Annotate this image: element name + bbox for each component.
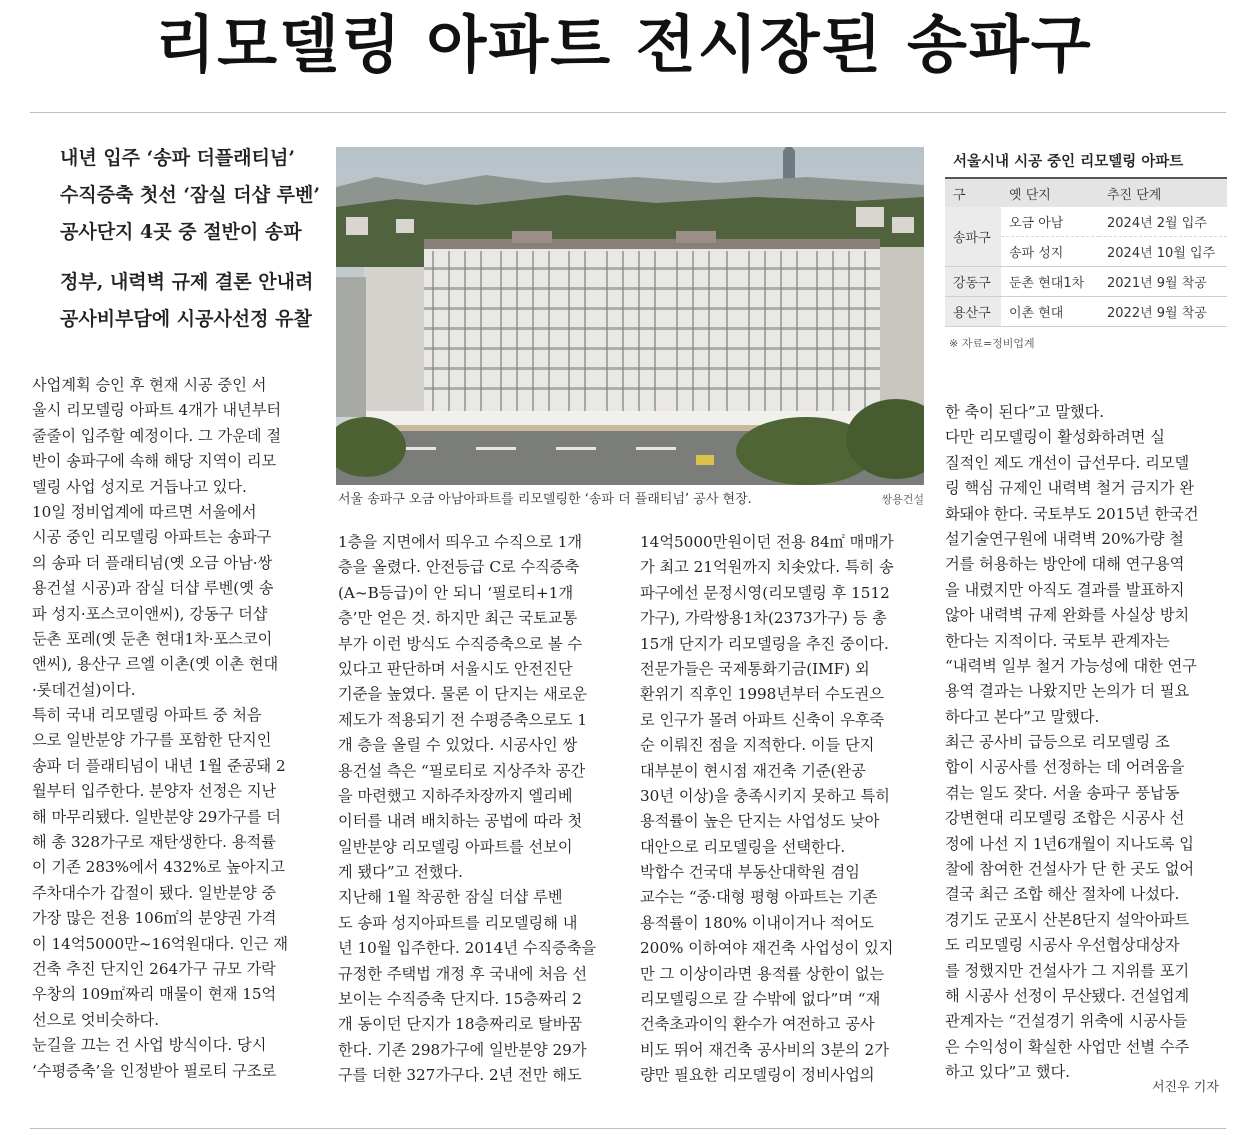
article-line: 링 핵심 규제인 내력벽 철거 금지가 완: [945, 479, 1195, 498]
article-line: 비도 뛰어 재건축 공사비의 3분의 2가: [640, 1040, 889, 1059]
article-line: 30년 이상)을 충족시키지 못하고 특히: [640, 786, 890, 805]
article-line: 게 됐다”고 전했다.: [338, 863, 463, 882]
article-line: 보이는 수직증축 단지다. 15층짜리 2: [338, 990, 582, 1009]
article-line: (A~B등급)이 안 되니 ‘필로티+1개: [338, 583, 574, 602]
photo-credit: 쌍용건설: [881, 493, 924, 506]
article-line: 이터를 내려 배치하는 공법에 따라 첫: [338, 812, 583, 831]
article-line: 개 동이던 단지가 18층짜리로 탈바꿈: [338, 1015, 583, 1034]
table-cell-stage: 2021년 9월 착공: [1099, 267, 1227, 297]
article-line: 14억5000만원이던 전용 84㎡ 매매가: [640, 533, 894, 551]
article-line: 용역 결과는 나왔지만 논의가 더 필요: [945, 682, 1190, 701]
article-line: 도 리모델링 시공사 우선협상대상자: [945, 936, 1180, 955]
article-line: 으로 일반분양 가구를 포함한 단지인: [32, 731, 272, 750]
article-line: 정에 나선 지 1년6개월이 지나도록 입: [945, 834, 1194, 853]
article-line: 순 이뤄진 점을 지적한다. 이들 단지: [640, 736, 875, 755]
article-line: 줄줄이 입주할 예정이다. 그 가운데 절: [32, 426, 282, 445]
table-cell-stage: 2022년 9월 착공: [1099, 297, 1227, 327]
article-line: 합이 시공사를 선정하는 데 어려움을: [945, 758, 1185, 777]
article-line: 구를 더한 327가구다. 2년 전만 해도: [338, 1066, 582, 1085]
article-line: 년 10월 입주한다. 2014년 수직증축을: [338, 939, 597, 958]
article-line: 않아 내력벽 규제 완화를 사실상 방치: [945, 606, 1190, 625]
photo-caption: [338, 490, 924, 510]
subheadlines: [60, 140, 325, 338]
article-line: 화돼야 한다. 국토부도 2015년 한국건: [945, 504, 1199, 523]
article-line: 한다. 기존 298가구에 일반분양 29가: [338, 1040, 587, 1059]
article-line: 용건설 측은 “필로티로 지상주차 공간: [338, 761, 586, 780]
article-line: 송파 더 플래티넘이 내년 1월 준공돼 2: [32, 756, 286, 775]
article-line: 대안으로 리모델링을 선택한다.: [640, 837, 846, 856]
article-line: 하다고 본다”고 말했다.: [945, 707, 1100, 726]
article-line: 월부터 입주한다. 분양자 선정은 지난: [32, 782, 277, 801]
article-line: 질적인 제도 개선이 급선무다. 리모델: [945, 453, 1190, 472]
subhead-line: 수직증축 첫선 ‘잠실 더샵 루벤’: [60, 184, 320, 206]
article-line: 찰에 참여한 건설사가 단 한 곳도 없어: [945, 860, 1195, 879]
table-cell-region: 강동구: [945, 267, 1001, 297]
article-line: 일반분양 리모델링 아파트를 선보이: [338, 837, 573, 856]
article-line: 특히 국내 리모델링 아파트 중 처음: [32, 706, 262, 725]
table-cell-complex: 송파 성지: [1001, 237, 1099, 267]
article-line: 앤씨), 용산구 르엘 이촌(옛 이촌 현대: [32, 655, 279, 674]
article-line: 제도가 적용되기 전 수평증축으로도 1: [338, 710, 588, 729]
article-line: 층을 올렸다. 안전등급 C로 수직증축: [338, 558, 580, 577]
article-line: 1층을 지면에서 띄우고 수직으로 1개: [338, 533, 583, 551]
article-column-1: [32, 373, 317, 1084]
article-line: ‘수평증축’을 인정받아 필로티 구조로: [32, 1061, 277, 1080]
table-header-cell: 옛 단지: [1001, 178, 1099, 207]
article-line: 울시 리모델링 아파트 4개가 내년부터: [32, 401, 282, 420]
info-box: [945, 147, 1227, 351]
article-line: 거를 허용하는 방안에 대해 연구용역: [945, 555, 1185, 574]
table-header-row: [945, 178, 1227, 207]
article-line: 10일 정비업계에 따르면 서울에서: [32, 502, 257, 521]
table-cell-complex: 오금 아남: [1001, 207, 1099, 237]
article-line: 량만 필요한 리모델링이 정비사업의: [640, 1066, 875, 1085]
article-column-3: [640, 530, 925, 1089]
article-line: 리모델링으로 갈 수밖에 없다”며 “재: [640, 990, 881, 1009]
article-line: 파 성지·포스코이앤씨), 강동구 더샵: [32, 604, 268, 623]
article-line: 하고 있다”고 했다.: [945, 1063, 1070, 1082]
article-line: 설기술연구원에 내력벽 20%가량 철: [945, 529, 1184, 548]
article-line: 환위기 직후인 1998년부터 수도권으: [640, 685, 884, 704]
article-line: 시공 중인 리모델링 아파트는 송파구: [32, 528, 272, 547]
table-header-cell: 추진 단계: [1099, 178, 1227, 207]
headline: 리모델링 아파트 전시장된 송파구: [155, 8, 1093, 81]
table-row: [945, 207, 1227, 237]
construction-site-photo: [336, 147, 924, 485]
article-line: 겪는 일도 잦다. 서울 송파구 풍납동: [945, 783, 1180, 802]
subhead-group-1: [60, 140, 325, 251]
article-line: 건축초과이익 환수가 여전하고 공사: [640, 1015, 875, 1034]
table-row: [945, 297, 1227, 327]
byline: 서진우 기자: [1152, 1080, 1219, 1095]
article-line: 용적률이 180% 이내이거나 적어도: [640, 913, 874, 932]
info-box-title: 서울시내 시공 중인 리모델링 아파트: [953, 154, 1184, 170]
bottom-divider: [30, 1128, 1226, 1129]
top-divider: [30, 112, 1226, 113]
article-line: 반이 송파구에 속해 해당 지역이 리모: [32, 452, 277, 471]
apartment-photo-illustration: [336, 147, 924, 485]
article-line: 있다고 판단하며 서울시도 안전진단: [338, 659, 573, 678]
article-line: 규정한 주택법 개정 후 국내에 처음 선: [338, 964, 588, 983]
table-cell-stage: 2024년 2월 입주: [1099, 207, 1227, 237]
table-header-cell: 구: [945, 178, 1001, 207]
subhead-line: 내년 입주 ‘송파 더플래티넘’: [60, 147, 295, 169]
article-line: 전문가들은 국제통화기금(IMF) 외: [640, 659, 870, 678]
article-column-4: [945, 400, 1230, 1086]
article-line: 해 총 328가구로 재탄생한다. 용적률: [32, 833, 276, 852]
article-line: 기준을 높였다. 물론 이 단지는 새로운: [338, 685, 588, 704]
article-line: 15개 단지가 리모델링을 추진 중이다.: [640, 634, 889, 653]
article-line: 경기도 군포시 산본8단지 설악아파트: [945, 910, 1190, 929]
article-line: 을 마련했고 지하주차장까지 엘리베: [338, 786, 573, 805]
article-line: 사업계획 승인 후 현재 시공 중인 서: [32, 376, 267, 394]
article-line: 한다는 지적이다. 국토부 관계자는: [945, 631, 1170, 650]
article-line: 도 송파 성지아파트를 리모델링해 내: [338, 913, 578, 932]
article-line: 우창의 109㎡짜리 매물이 현재 15억: [32, 985, 277, 1004]
subhead-group-2: [60, 264, 325, 338]
article-line: 층’만 얻은 것. 하지만 최근 국토교통: [338, 609, 578, 628]
table-row: [945, 267, 1227, 297]
article-line: 둔촌 포레(옛 둔촌 현대1차·포스코이: [32, 629, 273, 648]
article-line: 만 그 이상이라면 용적률 상한이 없는: [640, 964, 885, 983]
article-line: 눈길을 끄는 건 사업 방식이다. 당시: [32, 1036, 267, 1055]
article-line: 관계자는 “건설경기 위축에 시공사들: [945, 1012, 1188, 1031]
article-column-2: [338, 530, 623, 1089]
remodeling-table: [945, 177, 1227, 327]
article-line: 이 기존 283%에서 432%로 높아지고: [32, 858, 285, 877]
article-line: 의 송파 더 플래티넘(옛 오금 아남·쌍: [32, 553, 273, 572]
article-line: 용적률이 높은 단지는 사업성도 낮아: [640, 812, 880, 831]
article-line: 로 인구가 몰려 아파트 신축이 우후죽: [640, 710, 885, 729]
table-cell-region: 용산구: [945, 297, 1001, 327]
article-line: 를 정했지만 건설사가 그 지위를 포기: [945, 961, 1190, 980]
article-line: 주차대수가 갑절이 됐다. 일반분양 중: [32, 883, 277, 902]
table-cell-complex: 둔촌 현대1차: [1001, 267, 1099, 297]
article-line: 파구에선 문정시영(리모델링 후 1512: [640, 583, 890, 602]
table-cell-complex: 이촌 현대: [1001, 297, 1099, 327]
article-line: 다만 리모델링이 활성화하려면 실: [945, 428, 1165, 447]
article-line: “내력벽 일부 철거 가능성에 대한 연구: [945, 656, 1197, 675]
article-line: 이 14억5000만~16억원대다. 인근 재: [32, 934, 289, 953]
table-cell-region: 송파구: [945, 207, 1001, 267]
info-box-source: ※ 자료=정비업계: [949, 337, 1035, 350]
article-line: 해 시공사 선정이 무산됐다. 건설업계: [945, 986, 1190, 1005]
article-line: 개 층을 올릴 수 있었다. 시공사인 쌍: [338, 736, 578, 755]
article-line: ·롯데건설)이다.: [32, 680, 136, 699]
article-line: 가장 많은 전용 106㎡의 분양권 가격: [32, 909, 277, 928]
article-line: 한 축이 된다”고 말했다.: [945, 403, 1105, 421]
article-line: 건축 추진 단지인 264가구 규모 가락: [32, 959, 276, 978]
article-line: 강변현대 리모델링 조합은 시공사 선: [945, 809, 1185, 828]
article-line: 용건설 시공)과 잠실 더샵 루벤(옛 송: [32, 579, 274, 598]
article-line: 대부분이 현시점 재건축 기준(완공: [640, 761, 866, 780]
article-line: 최근 공사비 급등으로 리모델링 조: [945, 733, 1170, 752]
article-line: 부가 이런 방식도 수직증축으로 볼 수: [338, 634, 583, 653]
table-cell-stage: 2024년 10월 입주: [1099, 237, 1227, 267]
photo-caption-text: 서울 송파구 오금 아남아파트를 리모델링한 ‘송파 더 플래티넘’ 공사 현장.: [338, 492, 752, 507]
article-line: 델링 사업 성지로 거듭나고 있다.: [32, 477, 247, 496]
article-line: 선으로 엇비슷하다.: [32, 1010, 160, 1029]
article-line: 교수는 “중·대형 평형 아파트는 기존: [640, 888, 878, 907]
article-line: 지난해 1월 착공한 잠실 더샵 루벤: [338, 888, 563, 907]
article-line: 가 최고 21억원까지 치솟았다. 특히 송: [640, 558, 894, 577]
article-line: 박합수 건국대 부동산대학원 겸임: [640, 863, 860, 882]
subhead-line: 공사비부담에 시공사선정 유찰: [60, 308, 312, 330]
article-line: 200% 이하여야 재건축 사업성이 있지: [640, 939, 894, 958]
subhead-line: 공사단지 4곳 중 절반이 송파: [60, 221, 302, 243]
article-line: 을 내렸지만 아직도 결과를 발표하지: [945, 580, 1185, 599]
article-line: 은 수익성이 확실한 사업만 선별 수주: [945, 1037, 1190, 1056]
subhead-line: 정부, 내력벽 규제 결론 안내려: [60, 271, 314, 293]
article-line: 결국 최근 조합 해산 절차에 나섰다.: [945, 885, 1180, 904]
article-line: 가구), 가락쌍용1차(2373가구) 등 총: [640, 609, 887, 628]
article-line: 해 마무리됐다. 일반분양 29가구를 더: [32, 807, 281, 826]
